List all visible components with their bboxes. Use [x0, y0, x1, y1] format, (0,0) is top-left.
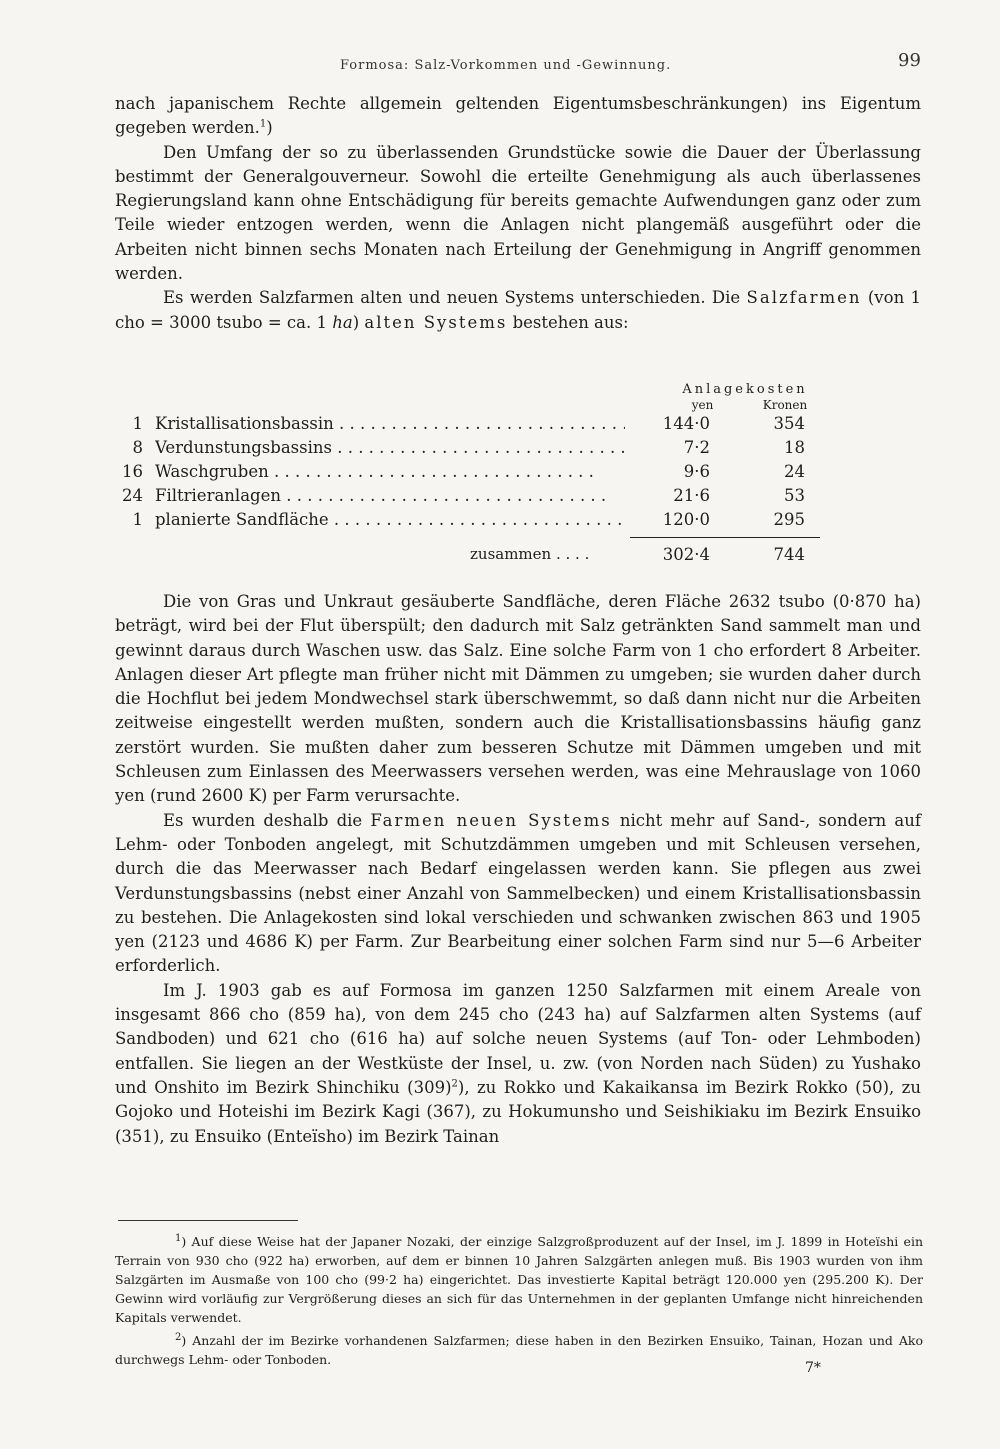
cell-label: Verdunstungsbassins . . .	[155, 438, 625, 457]
cell-yen: 144·0	[662, 414, 710, 433]
paragraph-intro	[115, 286, 921, 335]
cell-kronen: 354	[773, 414, 805, 433]
text-lower	[115, 590, 921, 1149]
paragraph-text: ), zu Rokko und Kakaikansa im Bezirk Rokko (50), zu Gojoko und Hoteishi im Bezirk Kagi (367), zu Hokumunsho und Seishikiaku im Bezirk Ensuiko (351), zu Ensuiko (Enteïsho) im Bezirk Tainan	[115, 1077, 921, 1146]
text-upper	[115, 92, 921, 335]
total-label: zusammen . . . .	[470, 545, 635, 563]
footnote-ref: 1	[259, 118, 267, 130]
paragraph-text: Im J. 1903 gab es auf Formosa im ganzen 1250 Salzfarmen mit einem Areale von insgesamt 866 cho (859 ha), von dem 245 cho (243 ha) auf Salzfarmen alten Systems (auf Sandboden) und 621 cho (616 ha) auf solche neuen Systems (auf Ton- oder Lehmboden) entfallen. Sie liegen an der Westküste der Insel, u. zw. (von Norden nach Süden) zu Yushako und Onshito im Bezirk Shinchiku (309)	[115, 980, 921, 1097]
paragraph: Die von Gras und Unkraut gesäuberte Sandfläche, deren Fläche 2632 tsubo (0·870 ha) beträgt, wird bei der Flut überspült; den dadurch mit Salz getränkten Sand sammelt man und gewinnt daraus durch Waschen usw. das Salz. Eine solche Farm von 1 cho erfordert 8 Arbeiter. Anlagen dieser Art pflegte man früher nicht mit Dämmen zu umgeben; sie wurden daher durch die Hochflut bei jedem Mondwechsel stark überschwemmt, so daß dann nicht nur die Arbeiten zeitweise eingestellt werden mußten, sondern auch die Kristallisationsbassins häufig ganz zerstört wurden. Sie mußten daher zum besseren Schutze mit Dämmen umgeben und mit Schleusen zum Einlassen des Meerwassers versehen werden, was eine Mehrauslage von 1060 yen (rund 2600 K) per Farm verursachte.	[115, 592, 921, 806]
footnote-text: ) Auf diese Weise hat der Japaner Nozaki, der einzige Salzgroßproduzent auf der Insel, im J. 1899 in Hoteïshi ein Terrain von 930 cho (922 ha) erworben, auf dem er binnen 10 Jahren Salzgärten anlegen muß. Bis 1903 wurden von ihm Salzgärten im Ausmaße von 100 cho (99·2 ha) eingerichtet. Das investierte Kapital beträgt 120.000 yen (295.200 K). Der Gewinn wird vorläufig zur Vergrößerung dieses an sich für das Unternehmen in der geplanten Umfange nicht hinreichenden Kapitals verwendet.	[115, 1234, 923, 1325]
cell-yen: 9·6	[683, 462, 710, 481]
paragraph-text: nicht mehr auf Sand-, sondern auf Lehm- oder Tonboden angelegt, mit Schutzdämmen umgeben und mit Schleusen versehen, durch die das Meerwasser nach Bedarf eingelassen werden kann. Sie pflegen aus zwei Verdunstungsbassins (nebst einer Anzahl von Sammelbecken) und einem Kristallisationsbassin zu bestehen. Die Anlagekosten sind lokal verschieden und schwanken zwischen 863 und 1905 yen (2123 und 4686 K) per Farm. Zur Bearbeitung einer solchen Farm sind nur 5—6 Arbeiter erforderlich.	[115, 810, 922, 976]
paragraph-text: )	[352, 312, 360, 332]
footnote-mark: 1	[175, 1232, 182, 1244]
page-number: 99	[898, 50, 921, 71]
sum-rule	[630, 537, 820, 538]
cell-qty: 24	[122, 486, 143, 505]
paragraph	[115, 979, 921, 1149]
table-row	[115, 438, 825, 462]
paragraph: Den Umfang der so zu überlassenden Grundstücke sowie die Dauer der Überlassung bestimmt der Generalgouverneur. Sowohl die erteilte Genehmigung als auch überlassenes Regierungsland kann ohne Entschädigung für bereits gemachte Aufwendungen ganz oder zum Teile wieder entzogen werden, wenn die Anlagen nicht plangemäß ausgeführt oder die Arbeiten nicht binnen sechs Monaten nach Erteilung der Genehmigung in Angriff genommen werden.	[115, 142, 921, 284]
signature-mark: 7*	[805, 1360, 821, 1376]
footnote-ref: 2	[451, 1078, 458, 1090]
column-header-kronen: Kronen	[762, 398, 808, 412]
table-row	[115, 486, 825, 510]
unit-ha: ha	[332, 312, 353, 332]
cell-kronen: 18	[784, 438, 805, 457]
cell-qty: 1	[132, 414, 143, 433]
spaced-term: Salzfarmen	[746, 288, 862, 308]
cell-label: planierte Sandfläche . . .	[155, 510, 625, 529]
cell-yen: 120·0	[662, 510, 710, 529]
table-heading-label: Anlagekosten	[682, 382, 808, 397]
table-row	[115, 414, 825, 438]
total-kronen: 744	[773, 545, 805, 564]
paragraph-text: )	[266, 118, 273, 138]
column-header-yen: yen	[691, 398, 714, 412]
paragraph-text: (von 1 cho = 3000 tsubo = ca. 1	[115, 288, 922, 332]
table-row	[115, 462, 825, 486]
paragraph-continuation	[115, 92, 921, 141]
footnote-mark: 2	[175, 1331, 182, 1343]
cell-label: Filtrieranlagen . . .	[155, 486, 625, 505]
paragraph-text: bestehen aus:	[512, 312, 629, 332]
footnote-1	[115, 1232, 923, 1327]
table-row	[115, 510, 825, 534]
spaced-term: Farmen neuen Systems	[370, 810, 612, 830]
cell-label: Kristallisationsbassin . . .	[155, 414, 625, 433]
spaced-term: alten Systems	[364, 312, 508, 332]
total-yen: 302·4	[662, 545, 710, 564]
cell-label: Waschgruben . . .	[155, 462, 625, 481]
cell-yen: 7·2	[683, 438, 710, 457]
cell-qty: 1	[132, 510, 143, 529]
cell-qty: 16	[122, 462, 143, 481]
paragraph-text: Es wurden deshalb die	[163, 810, 363, 830]
running-title: Formosa: Salz-Vorkommen und -Gewinnung.	[340, 58, 672, 73]
footnote-separator	[118, 1220, 298, 1221]
cell-kronen: 53	[784, 486, 805, 505]
cell-kronen: 24	[784, 462, 805, 481]
cell-yen: 21·6	[673, 486, 710, 505]
cell-qty: 8	[132, 438, 143, 457]
cell-kronen: 295	[773, 510, 805, 529]
paragraph-text: Es werden Salzfarmen alten und neuen Systems unterschieden. Die	[163, 288, 741, 308]
table-total-row	[115, 545, 825, 569]
footnotes	[115, 1232, 923, 1373]
footnote-2	[115, 1331, 923, 1369]
footnote-text: ) Anzahl der im Bezirke vorhandenen Salzfarmen; diese haben in den Bezirken Ensuiko, Tainan, Hozan und Ako durchwegs Lehm- oder Tonboden.	[115, 1333, 923, 1367]
paragraph-text: nach japanischem Rechte allgemein geltenden Eigentumsbeschränkungen) ins Eigentum gegeben werden.	[115, 94, 921, 138]
paragraph	[115, 809, 921, 979]
table-heading	[660, 382, 830, 397]
